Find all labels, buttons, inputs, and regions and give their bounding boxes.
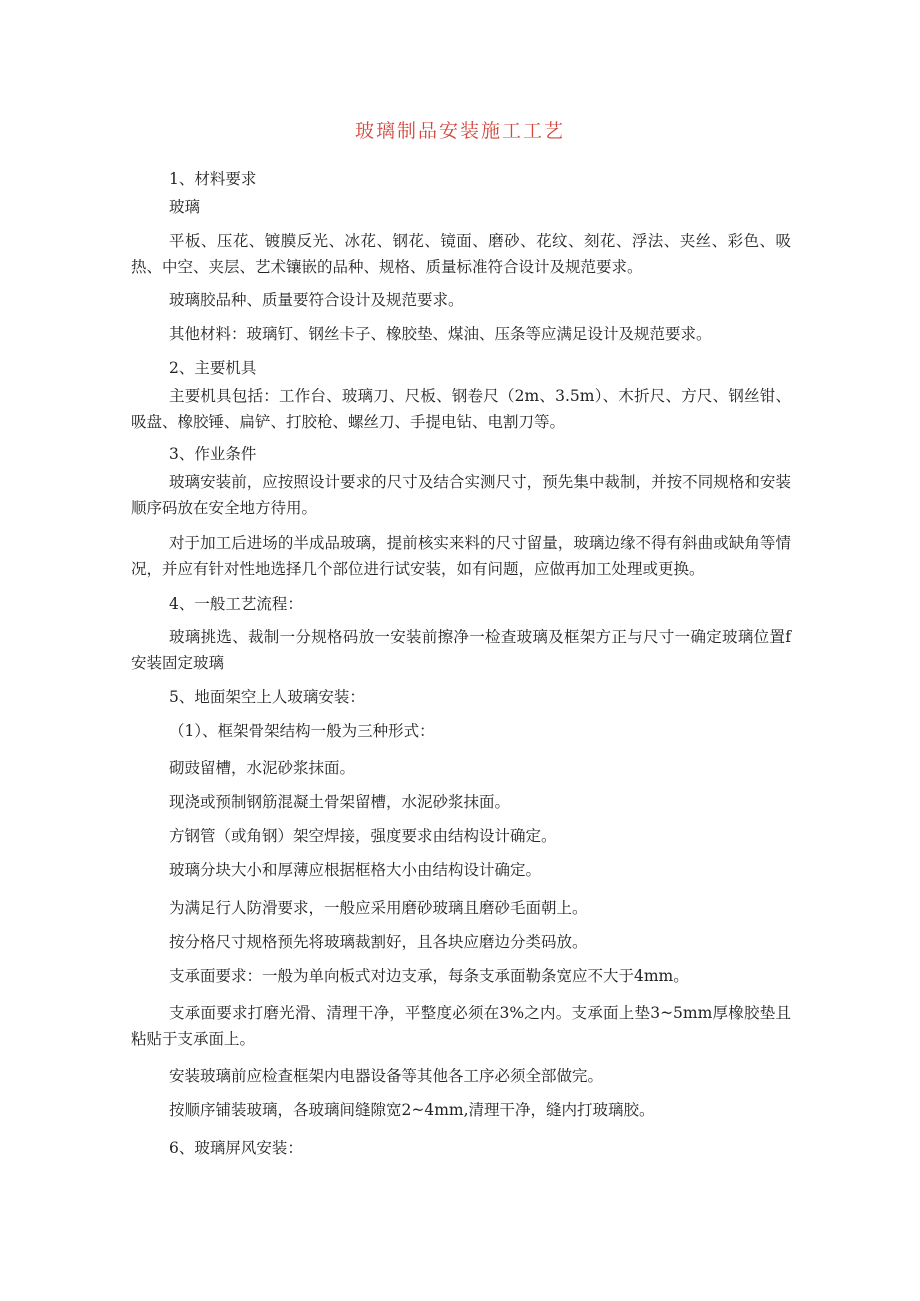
paragraph-frame-1: 砌豉留槽，水泥砂浆抹面。 [169,759,356,777]
section-heading-tools: 2、主要机具 [169,359,257,377]
paragraph-pre-install-check: 安装玻璃前应检查框架内电器设备等其他各工序必须全部做完。 [169,1067,604,1085]
section-heading-screen: 6、玻璃屏风安装： [169,1139,303,1157]
paragraph-support-requirement: 支承面要求：一般为单向板式对边支承，每条支承面勒条宽应不大于4mm。 [169,967,689,985]
paragraph-conditions-2: 对于加工后进场的半成品玻璃，提前核实来料的尺寸留量，玻璃边缘不得有斜曲或缺角等情况，并应有针对性地选择几个部位进行试安装，如有问题，应做再加工处理或更换。 [131,534,791,578]
document-title: 玻璃制品安装施工工艺 [354,120,565,142]
section-heading-floor-glass: 5、地面架空上人玻璃安装： [169,688,365,706]
paragraph-glass-types: 平板、压花、镀膜反光、冰花、钢花、镜面、磨砂、花纹、刻花、浮法、夹丝、彩色、吸热、中空、夹层、艺术镶嵌的品种、规格、质量标准符合设计及规范要求。 [131,232,791,276]
paragraph-anti-slip: 为满足行人防滑要求，一般应采用磨砂玻璃且磨砂毛面朝上。 [169,899,588,917]
paragraph-cutting: 按分格尺寸规格预先将玻璃裁割好，且各块应磨边分类码放。 [169,933,588,951]
paragraph-other-materials: 其他材料：玻璃钉、钢丝卡子、橡胶垫、煤油、压条等应满足设计及规范要求。 [169,325,712,343]
subheading-glass: 玻璃 [169,198,201,216]
section-heading-conditions: 3、作业条件 [169,445,257,463]
section-heading-process: 4、一般工艺流程： [169,595,303,613]
paragraph-support-finish: 支承面要求打磨光滑、清理干净，平整度必须在3%之内。支承面上垫3~5mm厚橡胶垫且粘贴于支承面上。 [131,1004,791,1048]
subheading-frame-structure: （1）、框架骨架结构一般为三种形式： [169,722,435,740]
section-heading-materials: 1、材料要求 [169,170,257,188]
paragraph-conditions-1: 玻璃安装前，应按照设计要求的尺寸及结合实测尺寸，预先集中裁制，并按不同规格和安装顺序码放在安全地方待用。 [131,473,791,517]
paragraph-frame-2: 现浇或预制钢筋混凝土骨架留槽，水泥砂浆抹面。 [169,793,511,811]
paragraph-tools: 主要机具包括：工作台、玻璃刀、尺板、钢卷尺（2m、3.5m）、木折尺、方尺、钢丝钳、吸盘、橡胶锤、扁铲、打胶枪、螺丝刀、手提电钻、电割刀等。 [131,387,791,431]
paragraph-glass-glue: 玻璃胶品种、质量要符合设计及规范要求。 [169,291,464,309]
paragraph-frame-3: 方钢管（或角钢）架空焊接，强度要求由结构设计确定。 [169,827,557,845]
paragraph-process: 玻璃挑选、裁制一分规格码放一安装前擦净一检查玻璃及框架方正与尺寸一确定玻璃位置f安装固定玻璃 [131,628,791,672]
paragraph-install-order: 按顺序铺装玻璃，各玻璃间缝隙宽2~4mm,清理干净，缝内打玻璃胶。 [169,1101,655,1119]
paragraph-glass-size: 玻璃分块大小和厚薄应根据框格大小由结构设计确定。 [169,861,542,879]
